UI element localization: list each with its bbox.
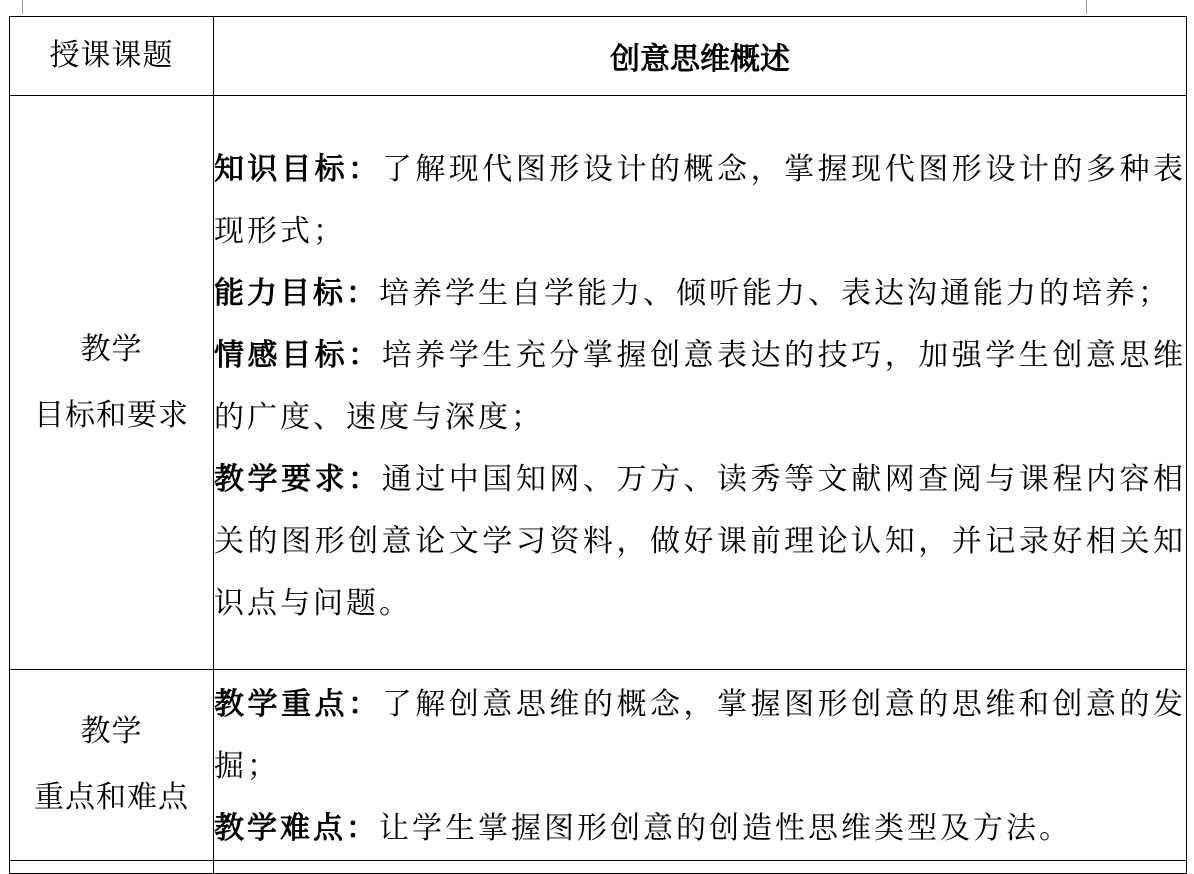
keypoint-sep: ： — [346, 811, 379, 846]
keypoint-term: 教学难点 — [214, 811, 346, 846]
objective-term: 知识目标 — [214, 151, 349, 187]
row-course-topic — [10, 17, 1187, 96]
objectives-content — [214, 96, 1187, 670]
lesson-plan-table — [9, 16, 1187, 874]
objective-sep: ： — [348, 151, 382, 187]
row-teaching-objectives — [10, 96, 1187, 670]
margin-mark-right — [1086, 0, 1087, 14]
objective-text: 通过中国知网、万方、读秀等文献网查阅与课程内容相关的图形创意论文学习资料，做好课前理论认知，并记录好相关知识点与问题。 — [214, 461, 1187, 621]
next-row-cell-right — [214, 861, 1187, 874]
objectives-label-line2: 目标和要求 — [34, 397, 189, 433]
objective-item-ability — [214, 263, 1186, 325]
keypoints-label-line1: 教学 — [80, 714, 143, 749]
keypoint-sep: ： — [348, 687, 382, 722]
objective-sep: ： — [348, 461, 382, 497]
objective-term: 情感目标 — [214, 337, 349, 373]
objectives-label-line1: 教学 — [80, 331, 143, 367]
keypoints-label — [10, 670, 214, 861]
keypoint-item-focus — [214, 674, 1186, 798]
objective-text: 培养学生自学能力、倾听能力、表达沟通能力的培养； — [379, 275, 1171, 311]
objective-sep: ： — [346, 275, 379, 311]
objective-text: 了解现代图形设计的概念，掌握现代图形设计的多种表现形式； — [214, 151, 1187, 249]
page-top-margin — [0, 0, 1194, 16]
objective-term: 能力目标 — [214, 275, 346, 311]
objectives-label — [10, 96, 214, 670]
objective-item-requirement — [214, 449, 1186, 635]
keypoints-label-line2: 重点和难点 — [34, 780, 189, 815]
course-topic-label: 授课课题 — [10, 17, 214, 96]
keypoint-item-difficulty — [214, 798, 1186, 860]
row-next-partial — [10, 861, 1187, 874]
objective-sep: ： — [348, 337, 382, 373]
objective-text: 培养学生充分掌握创意表达的技巧，加强学生创意思维的广度、速度与深度； — [214, 337, 1187, 435]
keypoints-content — [214, 670, 1187, 861]
objective-item-emotion — [214, 325, 1186, 449]
row-key-points — [10, 670, 1187, 861]
keypoint-term: 教学重点 — [214, 687, 349, 722]
objective-term: 教学要求 — [214, 461, 349, 497]
keypoint-text: 让学生掌握图形创意的创造性思维类型及方法。 — [379, 811, 1072, 846]
next-row-cell-left — [10, 861, 214, 874]
margin-mark-left — [22, 0, 23, 14]
course-topic-title: 创意思维概述 — [214, 17, 1187, 96]
objective-item-knowledge — [214, 139, 1186, 263]
keypoint-text: 了解创意思维的概念，掌握图形创意的思维和创意的发掘； — [214, 687, 1187, 784]
